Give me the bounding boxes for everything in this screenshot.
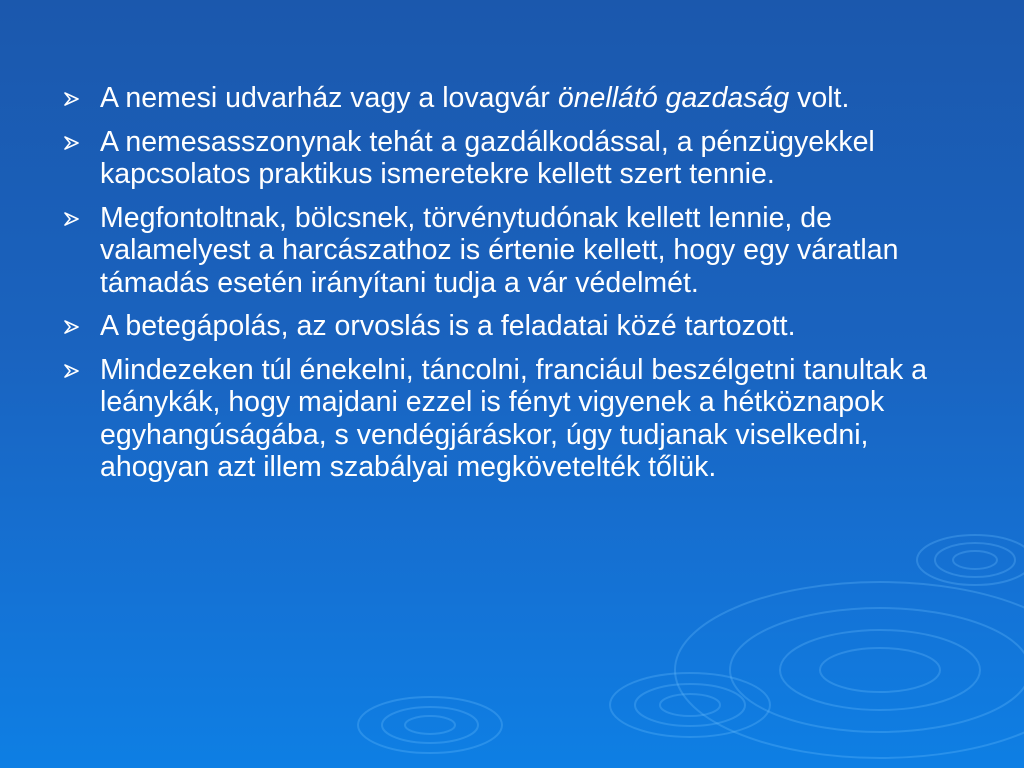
bullet-item [64,82,944,115]
bullet-text: volt. [789,82,850,114]
chevron-arrow-icon [64,136,80,150]
chevron-arrow-icon [64,212,80,226]
bullet-text-italic: önellátó gazdaság [557,82,790,114]
bullet-item [64,354,944,484]
bullet-text: A betegápolás, az orvoslás is a feladatai közé tartozott. [100,310,796,342]
bullet-text: A nemesasszonynak tehát a gazdálkodással, a pénzügyekkel kapcsolatos praktikus ismeretekre kellett szert tennie. [100,125,875,190]
bullet-list [64,82,944,495]
bullet-text: A nemesi udvarház vagy a lovagvár [100,82,558,114]
chevron-arrow-icon [64,320,80,334]
chevron-arrow-icon [64,364,80,378]
bullet-text: Mindezeken túl énekelni, táncolni, franciául beszélgetni tanultak a leánykák, hogy majdani ezzel is fényt vigyenek a hétköznapok egyhangúságába, s vendégjáráskor, úgy tudjanak viselkedni, ahogyan azt illem szabályai megkövetelték tőlük. [100,353,928,483]
bullet-text: Megfontoltnak, bölcsnek, törvénytudónak kellett lennie, de valamelyest a harcászathoz is értenie kellett, hogy egy váratlan támadás esetén irányítani tudja a vár védelmét. [100,201,899,299]
chevron-arrow-icon [64,92,80,106]
bullet-item [64,310,944,343]
bullet-item [64,202,944,300]
bullet-item [64,126,944,191]
